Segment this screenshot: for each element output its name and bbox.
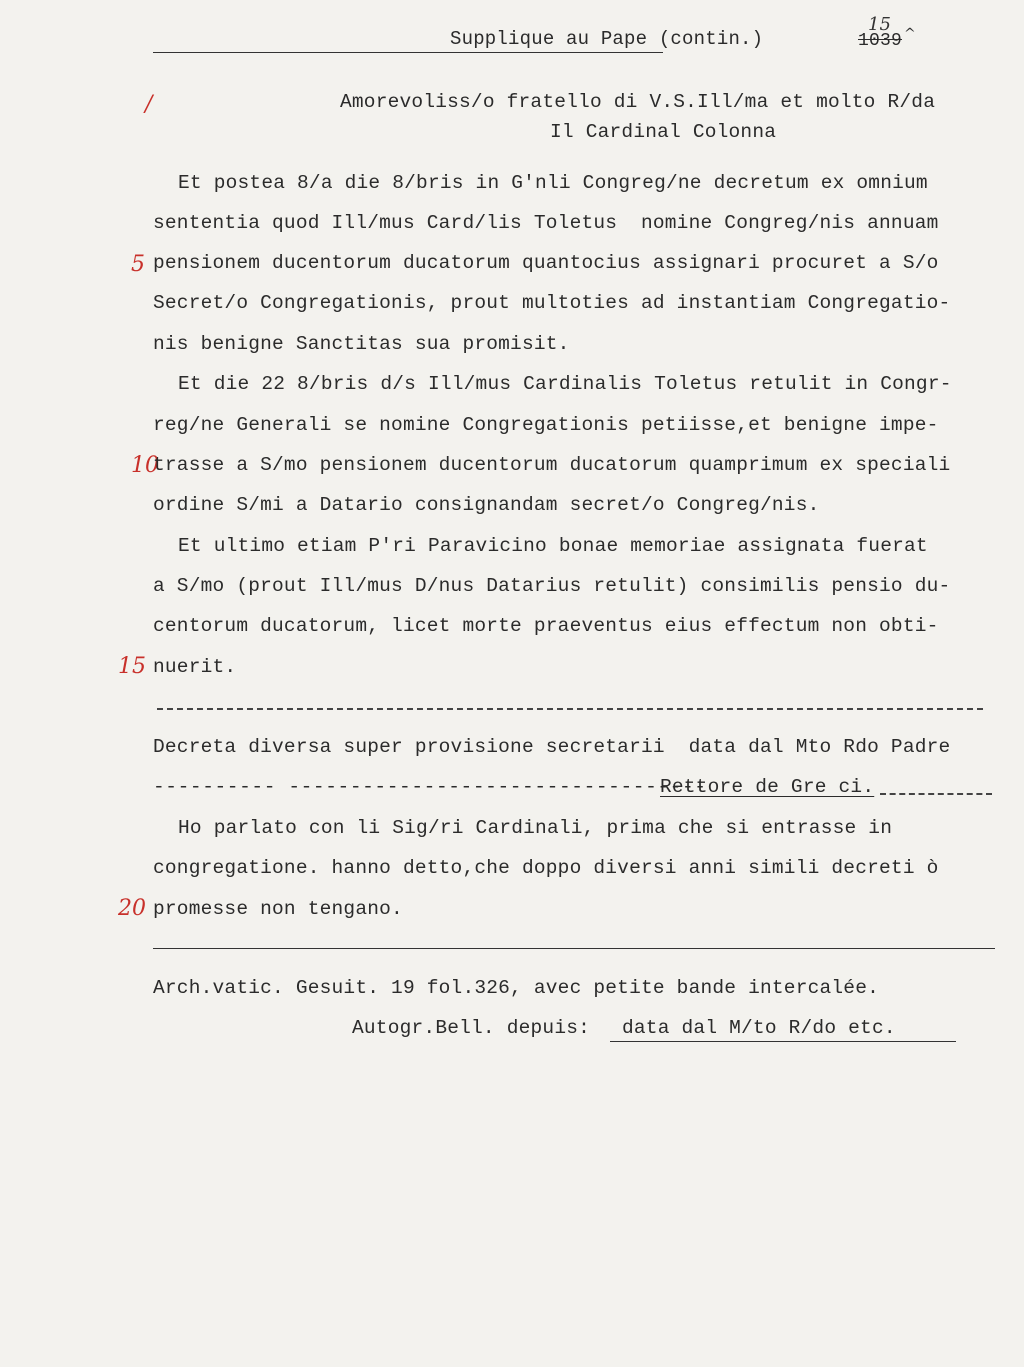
body-line-13: nuerit. xyxy=(153,656,237,678)
decreta-trailing-dashes xyxy=(880,793,992,795)
margin-number-5: 5 xyxy=(131,252,145,277)
margin-number-1: / xyxy=(145,92,153,117)
body-line-7: reg/ne Generali se nomine Congregationis petiisse,et benigne impe- xyxy=(153,414,939,436)
signature-line-1: Amorevoliss/o fratello di V.S.Ill/ma et molto R/da xyxy=(340,91,936,113)
body-line-3: pensionem ducentorum ducatorum quantocius assignari procuret a S/o xyxy=(153,252,939,274)
page-mark: ^ xyxy=(904,26,916,42)
footer-underline xyxy=(610,1041,956,1042)
margin-number-10: 10 xyxy=(131,453,159,478)
footer-line-2-prefix: Autogr.Bell. depuis: xyxy=(352,1017,591,1039)
body-line-11: a S/mo (prout Ill/mus D/nus Datarius retulit) consimilis pensio du- xyxy=(153,575,951,597)
footer-rule xyxy=(153,948,995,949)
body-line-8: trasse a S/mo pensionem ducentorum ducatorum quamprimum ex speciali xyxy=(153,454,951,476)
body-line-6: Et die 22 8/bris d/s Ill/mus Cardinalis Toletus retulit in Congr- xyxy=(178,373,952,395)
decreta-rettore: Rettore de Gre ci. xyxy=(660,776,875,798)
page-number-struck: 1039 xyxy=(858,31,903,51)
page-number-new: 15 xyxy=(868,14,891,35)
body-line-9: ordine S/mi a Datario consignandam secret/o Congreg/nis. xyxy=(153,494,820,516)
margin-number-15: 15 xyxy=(118,654,146,679)
body-line-4: Secret/o Congregationis, prout multoties ad instantiam Congregatio- xyxy=(153,292,951,314)
italian-line-3: promesse non tengano. xyxy=(153,898,403,920)
signature-line-2: Il Cardinal Colonna xyxy=(550,121,777,143)
margin-number-20: 20 xyxy=(118,896,146,921)
body-line-12: centorum ducatorum, licet morte praeventus eius effectum non obti- xyxy=(153,615,939,637)
italian-line-1: Ho parlato con li Sig/ri Cardinali, prima che si entrasse in xyxy=(178,817,893,839)
body-line-2: sententia quod Ill/mus Card/lis Toletus nomine Congreg/nis annuam xyxy=(153,212,939,234)
decreta-line-1: Decreta diversa super provisione secretarii data dal Mto Rdo Padre xyxy=(153,736,951,758)
body-line-10: Et ultimo etiam P'ri Paravicino bonae memoriae assignata fuerat xyxy=(178,535,928,557)
header-title: Supplique au Pape (contin.) xyxy=(450,28,764,50)
footer-line-1: Arch.vatic. Gesuit. 19 fol.326, avec petite bande intercalée. xyxy=(153,977,880,999)
decreta-dashes: ---------- ---------------------------------- xyxy=(153,776,707,798)
section-separator xyxy=(157,708,983,710)
italian-line-2: congregatione. hanno detto,che doppo diversi anni simili decreti ò xyxy=(153,857,939,879)
footer-line-2-underlined: data dal M/to R/do etc. xyxy=(622,1017,896,1039)
body-line-5: nis benigne Sanctitas sua promisit. xyxy=(153,333,570,355)
header-rule xyxy=(153,52,663,53)
body-line-1: Et postea 8/a die 8/bris in G'nli Congreg/ne decretum ex omnium xyxy=(178,172,928,194)
